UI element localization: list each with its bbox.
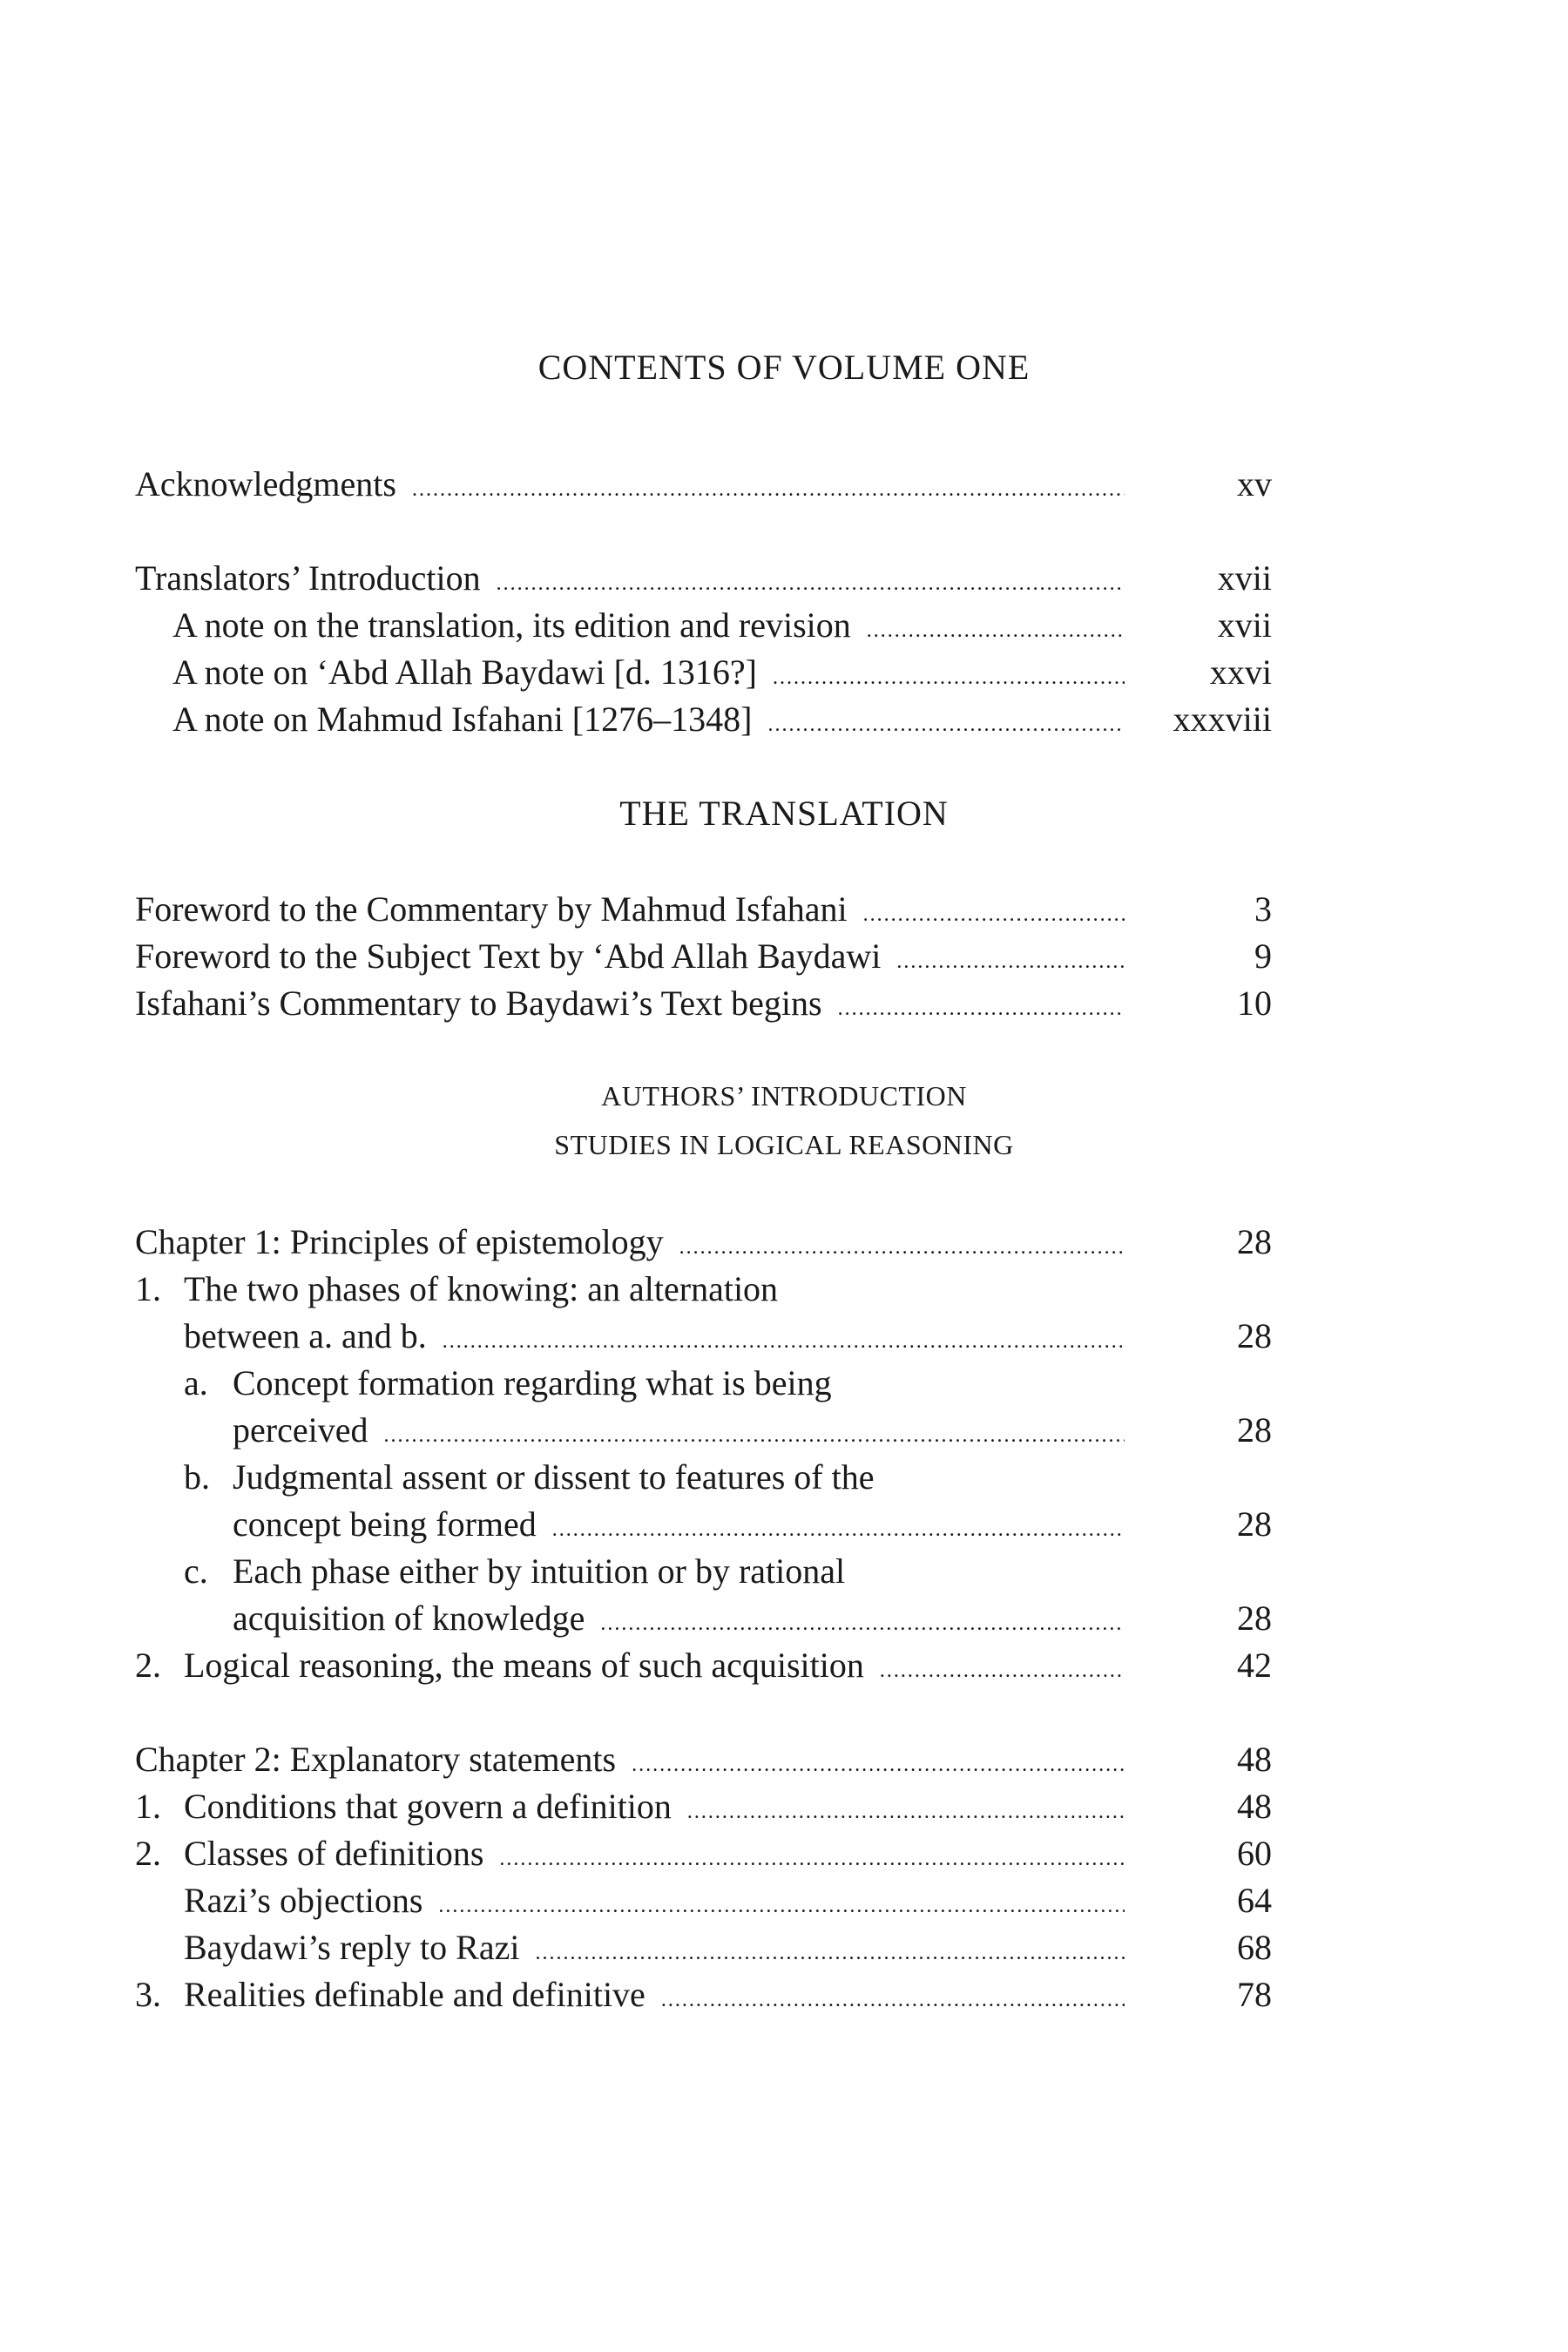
toc-entry-label: acquisition of knowledge (233, 1598, 585, 1638)
toc-entry-ch2-item-3[interactable] (135, 1972, 1137, 2017)
toc-entry-label: A note on Mahmud Isfahani [1276–1348] (172, 700, 753, 739)
toc-page-number: 48 (1237, 1740, 1272, 1779)
toc-page-number: 28 (1237, 1410, 1272, 1450)
dot-leader (499, 1836, 1125, 1882)
dot-leader (880, 1648, 1125, 1693)
toc-entry-chapter-1[interactable] (135, 1220, 1137, 1265)
toc-item-letter: c. (184, 1551, 208, 1591)
toc-page-number: 9 (1254, 936, 1272, 976)
toc-entry-label: A note on ‘Abd Allah Baydawi [d. 1316?] (172, 652, 757, 692)
toc-entry-label: between a. and b. (184, 1316, 427, 1355)
toc-entry-label: Judgmental assent or dissent to features of the (233, 1457, 875, 1497)
toc-entry-label: Razi’s objections (184, 1881, 423, 1920)
toc-entry-label: Concept formation regarding what is being (233, 1363, 832, 1402)
dot-leader (661, 1977, 1125, 2023)
toc-page-number: 28 (1237, 1504, 1272, 1544)
toc-entry-foreword-commentary[interactable] (135, 887, 1137, 932)
toc-page-number: xv (1237, 464, 1272, 504)
toc-item-number: 3. (135, 1975, 161, 2014)
toc-entry-label: Translators’ Introduction (135, 558, 481, 598)
toc-entry-ch1-item-c-line1[interactable] (184, 1549, 1137, 1594)
toc-entry-label: Chapter 2: Explanatory statements (135, 1740, 617, 1779)
toc-page-number: 60 (1237, 1834, 1272, 1873)
dot-leader (535, 1930, 1125, 1976)
toc-item-number: 2. (135, 1834, 161, 1873)
toc-page-number: 28 (1237, 1222, 1272, 1261)
toc-entry-label: Each phase either by intuition or by rational (233, 1551, 846, 1591)
toc-entry-label: Chapter 1: Principles of epistemology (135, 1222, 664, 1261)
toc-entry-ch1-item-c-line2[interactable] (233, 1596, 1137, 1641)
toc-entry-label: 1. Conditions that govern a definition (135, 1784, 672, 1829)
toc-page-number: 28 (1237, 1598, 1272, 1638)
toc-page-number: 78 (1237, 1975, 1272, 2014)
dot-leader (632, 1742, 1125, 1788)
toc-page-number: 28 (1237, 1316, 1272, 1355)
dot-leader (438, 1883, 1125, 1929)
dot-leader (773, 655, 1125, 700)
toc-entry-ch2-item-1[interactable] (135, 1784, 1137, 1829)
toc-entry-ch2-item-2[interactable] (135, 1831, 1137, 1876)
dot-leader (679, 1225, 1125, 1270)
toc-entry-note-isfahani[interactable] (172, 697, 1137, 742)
toc-entry-ch1-item-2[interactable] (135, 1643, 1137, 1688)
dot-leader (687, 1789, 1125, 1835)
toc-page-number: 64 (1237, 1881, 1272, 1920)
toc-entry-label: perceived (233, 1410, 368, 1450)
toc-entry-ch1-item-a-line2[interactable] (233, 1408, 1137, 1453)
toc-page-number: xxxviii (1173, 700, 1272, 739)
toc-page-number: 3 (1254, 889, 1272, 929)
toc-item-letter: a. (184, 1363, 208, 1402)
dot-leader (767, 702, 1125, 747)
toc-entry-ch1-item-1-line1[interactable] (135, 1267, 1137, 1312)
toc-item-number: 1. (135, 1269, 161, 1308)
section-heading-translation: THE TRANSLATION (619, 794, 949, 833)
toc-entry-label: Isfahani’s Commentary to Baydawi’s Text begins (135, 983, 822, 1023)
dot-leader (600, 1601, 1125, 1646)
toc-entry-label: Baydawi’s reply to Razi (184, 1928, 520, 1967)
toc-entry-label: 3. Realities definable and definitive (135, 1972, 645, 2017)
toc-entry-ch1-item-b-line1[interactable] (184, 1455, 1137, 1500)
dot-leader (443, 1319, 1125, 1364)
dot-leader (497, 561, 1125, 606)
toc-page-number: xvii (1217, 605, 1272, 645)
toc-page-number: 68 (1237, 1928, 1272, 1967)
toc-entry-ch1-item-1-line2[interactable] (184, 1314, 1137, 1359)
toc-entry-label: The two phases of knowing: an alternation (184, 1269, 779, 1308)
page-title: CONTENTS OF VOLUME ONE (537, 348, 1031, 387)
section-heading-studies: STUDIES IN LOGICAL REASONING (554, 1129, 1014, 1160)
toc-entry-label: concept being formed (233, 1504, 537, 1544)
toc-entry-label: A note on the translation, its edition and revision (172, 605, 851, 645)
toc-page-number: xvii (1217, 558, 1272, 598)
toc-entry-ch2-baydawi-reply[interactable] (184, 1925, 1137, 1970)
toc-page-number: 10 (1237, 983, 1272, 1023)
toc-entry-acknowledgments[interactable] (135, 462, 1137, 507)
toc-entry-translators-introduction[interactable] (135, 556, 1137, 601)
toc-page-number: xxvi (1209, 652, 1272, 692)
toc-entry-ch1-item-a-line1[interactable] (184, 1361, 1137, 1406)
dot-leader (867, 608, 1125, 653)
dot-leader (896, 939, 1125, 984)
dot-leader (412, 467, 1125, 512)
toc-entry-chapter-2[interactable] (135, 1737, 1137, 1782)
toc-entry-note-baydawi[interactable] (172, 650, 1137, 695)
toc-entry-label: Foreword to the Commentary by Mahmud Isfahani (135, 889, 848, 929)
toc-page-number: 42 (1237, 1646, 1272, 1685)
toc-entry-label: 2. Logical reasoning, the means of such acquisition (135, 1643, 864, 1688)
toc-entry-label: Foreword to the Subject Text by ‘Abd Allah Baydawi (135, 936, 882, 976)
dot-leader (838, 986, 1125, 1031)
toc-entry-note-translation[interactable] (172, 603, 1137, 648)
toc-item-number: 1. (135, 1787, 161, 1826)
section-heading-authors-introduction: AUTHORS’ INTRODUCTION (601, 1080, 967, 1112)
toc-entry-label: Acknowledgments (135, 464, 396, 504)
toc-entry-commentary-begins[interactable] (135, 981, 1137, 1026)
dot-leader (383, 1413, 1125, 1458)
toc-item-letter: b. (184, 1457, 210, 1497)
toc-item-number: 2. (135, 1646, 161, 1685)
dot-leader (863, 892, 1125, 937)
toc-entry-ch2-razi-objections[interactable] (184, 1878, 1137, 1923)
dot-leader (552, 1507, 1125, 1552)
toc-entry-label: 2. Classes of definitions (135, 1831, 483, 1876)
toc-page-number: 48 (1237, 1787, 1272, 1826)
toc-entry-foreword-subject-text[interactable] (135, 934, 1137, 979)
toc-entry-ch1-item-b-line2[interactable] (233, 1502, 1137, 1547)
